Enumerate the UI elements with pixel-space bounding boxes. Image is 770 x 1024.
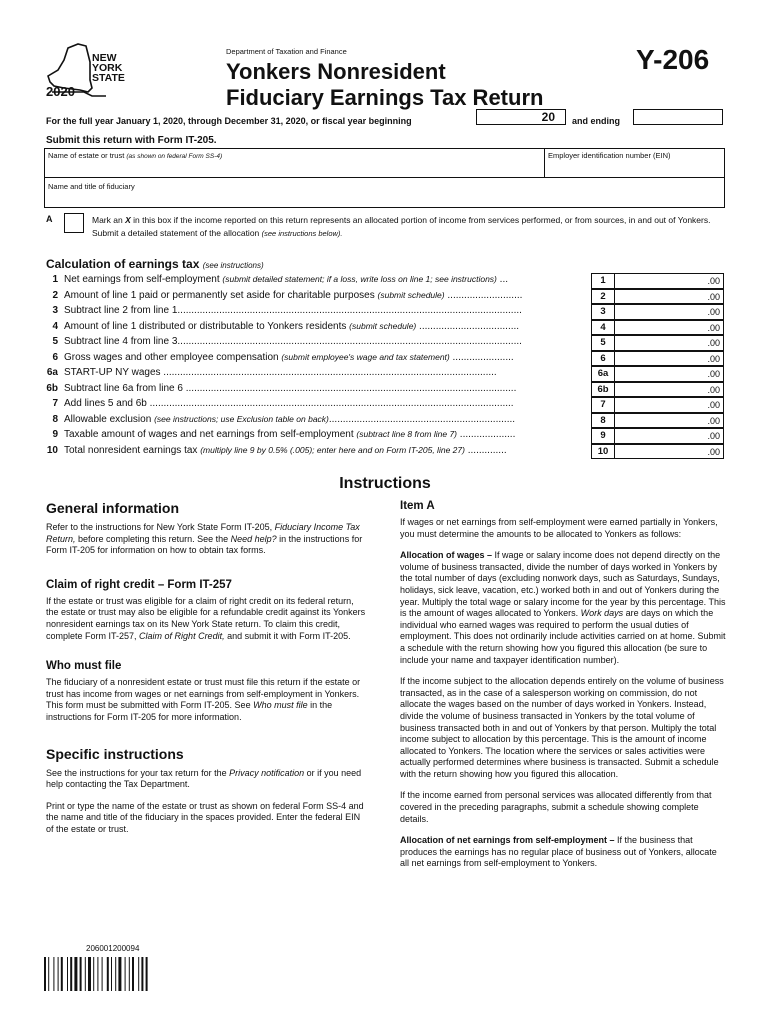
calculation-heading: Calculation of earnings tax (see instructions)	[46, 257, 264, 271]
calc-line-10	[38, 444, 728, 460]
line-number: 3	[52, 305, 58, 316]
line-box-number: 6	[591, 351, 615, 367]
department-name: Department of Taxation and Finance	[226, 47, 347, 56]
line-description: Allowable exclusion (see instructions; use Exclusion table on back)...................................................................	[64, 413, 516, 425]
line-amount-field[interactable]: .00	[615, 366, 724, 382]
item-a-checkbox[interactable]	[64, 213, 84, 233]
fiscal-year-ending-field[interactable]	[633, 109, 723, 125]
fiscal-year-beginning-field[interactable]: 20	[476, 109, 566, 125]
personal-services-text: If the income earned from personal services was allocated differently from that covered in the preceding paragraphs, submit a schedule showing complete details.	[400, 790, 712, 824]
fiscal-year-text: For the full year January 1, 2020, through December 31, 2020, or fiscal year beginning	[46, 116, 412, 126]
line-box-number: 4	[591, 320, 615, 336]
item-a-text: Mark an X in this box if the income reported on this return represents an allocated portion of income from services performed, or from sources, in and out of Yonkers. Submit a detailed statement of the allocation (see instructions below).	[92, 215, 711, 238]
line-box-number: 3	[591, 304, 615, 320]
general-information-heading: General information	[46, 500, 180, 516]
calc-line-6	[38, 351, 728, 367]
allocation-of-wages-text: Allocation of wages – If wage or salary income does not depend directly on the volume of business transacted, divide the number of days worked in Yonkers by the total number of days (excluding nonwork days, such as Saturdays, Sundays, holidays, sick leave, vacation, etc.) worked both in and out of Yonkers during the year. Multiply the total wage or salary income for the year by this percentage. This is the amount of wages allocated to Yonkers. Work days are days on which the individual who earned wages was required to perform the usual duties of employment. This does not ordinarily include activities carried on at home. Submit a schedule with the return showing how you figured this allocation (be sure to include your name and taxpayer identification number).	[400, 550, 726, 665]
line-box-number: 5	[591, 335, 615, 351]
line-box-number: 8	[591, 413, 615, 429]
line-number: 9	[52, 429, 58, 440]
line-number: 5	[52, 336, 58, 347]
specific-instructions-name-text: Print or type the name of the estate or trust as shown on federal Form SS-4 and the name and title of the fiduciary in the spaces provided. Enter the federal EIN of the estate or trust.	[46, 800, 364, 834]
line-box-number: 9	[591, 428, 615, 444]
specific-instructions-text: See the instructions for your tax return for the Privacy notification or if you need help contacting the Tax Department.	[46, 767, 362, 790]
calc-line-5	[38, 335, 728, 351]
line-description: Taxable amount of wages and net earnings from self-employment (subtract line 8 from line 7) ....................	[64, 429, 516, 440]
calc-line-2	[38, 289, 728, 305]
net-earnings-allocation-text: Allocation of net earnings from self-employment – If the business that produces the earnings has no regular place of business out of Yonkers, allocate all net earnings from self-employment to Yonkers.	[400, 835, 717, 869]
line-description: Total nonresident earnings tax (multiply line 9 by 0.5% (.005); enter here and on Form IT-205, line 27) ..............	[64, 444, 507, 456]
form-title-line2: Fiduciary Earnings Tax Return	[226, 85, 544, 110]
ein-field[interactable]	[548, 151, 671, 160]
line-amount-field[interactable]: .00	[615, 289, 724, 305]
line-number: 8	[52, 413, 58, 425]
volume-allocation-text: If the income subject to the allocation depends entirely on the volume of business transacted, as in the case of a salesperson working on commission, do not allocate the wages based on the number of days worked in Yonkers. Instead, divide the volume of business transacted in Yonkers by the total volume of business transacted both in and out of Yonkers by that person. Multiply the total income subject to allocation by this percentage. This is the amount of income allocated to Yonkers. The location where the services or sales activities were actually performed determines where business is transacted. Submit a schedule with the return showing how you figured this allocation.	[400, 676, 724, 779]
line-amount-field[interactable]: .00	[615, 397, 724, 413]
line-number: 10	[46, 444, 58, 456]
line-number: 6	[52, 351, 58, 363]
line-amount-field[interactable]: .00	[615, 382, 724, 398]
barcode-icon	[44, 957, 194, 991]
line-number: 6a	[46, 367, 58, 378]
line-box-number: 6a	[591, 366, 615, 382]
line-amount-field[interactable]: .00	[615, 273, 724, 289]
estate-name-field[interactable]	[48, 151, 222, 160]
instructions-right-column	[400, 500, 728, 870]
who-must-file-text: The fiduciary of a nonresident estate or trust must file this return if the estate or trust has income from wages or net earnings from self-employment in Yonkers. This form must be submitted with Form IT-205. See Who must file in the instructions for Form IT-205 for more information.	[46, 677, 361, 722]
calc-line-1	[38, 273, 728, 289]
who-must-file-heading: Who must file	[46, 660, 122, 673]
instructions-left-column	[46, 500, 368, 836]
divider	[45, 177, 724, 178]
line-amount-field[interactable]: .00	[615, 320, 724, 336]
item-a-instructions-heading: Item A	[400, 500, 435, 512]
line-box-number: 6b	[591, 382, 615, 398]
submit-with-note: Submit this return with Form IT-205.	[46, 135, 217, 146]
line-box-number: 10	[591, 444, 615, 460]
divider	[544, 149, 545, 177]
calc-line-6b	[38, 382, 728, 398]
line-description: Subtract line 6a from line 6 .......................................................................................................................	[64, 382, 517, 394]
item-a-intro-text: If wages or net earnings from self-employment were earned partially in Yonkers, you must determine the amounts to be allocated to Yonkers as follows:	[400, 517, 718, 539]
fiduciary-name-field[interactable]	[48, 182, 135, 191]
line-number: 1	[52, 274, 58, 285]
specific-instructions-heading: Specific instructions	[46, 745, 184, 762]
line-amount-field[interactable]: .00	[615, 428, 724, 444]
line-description: START-UP NY wages ........................................................................................................................	[64, 367, 497, 378]
barcode-number: 206001200094	[86, 944, 140, 953]
form-number: Y-206	[636, 44, 710, 75]
calc-line-3	[38, 304, 728, 320]
estate-name-label: Name of estate or trust	[48, 151, 125, 160]
estate-name-note: (as shown on federal Form SS-4)	[126, 153, 223, 160]
instructions-title: Instructions	[339, 475, 431, 492]
calc-line-9	[38, 428, 728, 444]
claim-of-right-heading: Claim of right credit – Form IT-257	[46, 578, 232, 591]
line-number: 6b	[46, 382, 58, 394]
item-a-label: A	[46, 214, 53, 224]
line-amount-field[interactable]: .00	[615, 351, 724, 367]
line-box-number: 1	[591, 273, 615, 289]
line-description: Net earnings from self-employment (submit detailed statement; if a loss, write loss on line 1; see instructions) ...	[64, 274, 509, 285]
line-description: Amount of line 1 distributed or distributable to Yonkers residents (submit schedule) ....................................	[64, 320, 520, 332]
line-amount-field[interactable]: .00	[615, 444, 724, 460]
line-description: Subtract line 2 from line 1............................................................................................................................	[64, 305, 522, 316]
fiduciary-name-label: Name and title of fiduciary	[48, 182, 135, 191]
line-number: 7	[52, 398, 58, 409]
claim-of-right-text: If the estate or trust was eligible for a claim of right credit on its federal return, the estate or trust may also be eligible for a refundable credit against its Yonkers nonresident earnings tax on its New York State return. To claim this credit, complete Form IT-257, Claim of Right Credit, and submit it with Form IT-205.	[46, 595, 366, 641]
calc-line-4	[38, 320, 728, 336]
line-description: Gross wages and other employee compensation (submit employee's wage and tax statement) ......................	[64, 351, 514, 363]
line-number: 2	[52, 289, 58, 301]
line-box-number: 2	[591, 289, 615, 305]
and-ending-label: and ending	[572, 116, 620, 126]
general-information-text: Refer to the instructions for New York State Form IT-205, Fiduciary Income Tax Return, before completing this return. See the Need help? in the instructions for Form IT-205 for information on how to obtain tax forms.	[46, 522, 363, 556]
line-amount-field[interactable]: .00	[615, 413, 724, 429]
line-description: Subtract line 4 from line 3............................................................................................................................	[64, 336, 522, 347]
form-title-line1: Yonkers Nonresident	[226, 59, 446, 84]
tax-year: 2020	[46, 84, 75, 99]
calc-line-6a	[38, 366, 728, 382]
line-amount-field[interactable]: .00	[615, 304, 724, 320]
line-box-number: 7	[591, 397, 615, 413]
calc-line-8	[38, 413, 728, 429]
state-logo-text: NEW YORK STATE	[92, 52, 125, 84]
name-fields-table	[44, 148, 725, 208]
line-description: Add lines 5 and 6b ...................................................................................................................................	[64, 398, 514, 409]
line-amount-field[interactable]: .00	[615, 335, 724, 351]
ein-label: Employer identification number (EIN)	[548, 151, 671, 160]
calc-line-7	[38, 397, 728, 413]
line-number: 4	[52, 320, 58, 332]
line-description: Amount of line 1 paid or permanently set aside for charitable purposes (submit schedule) ...........................	[64, 289, 523, 301]
